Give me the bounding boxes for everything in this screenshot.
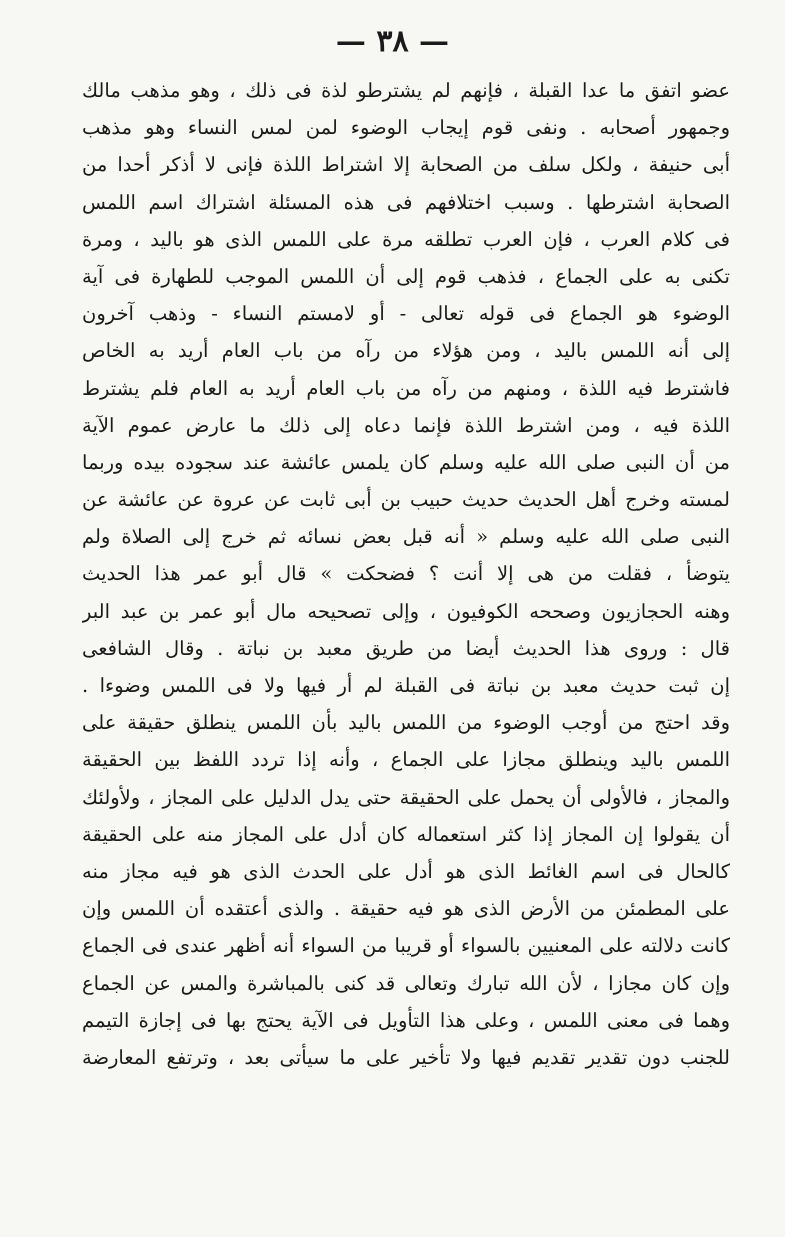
text-line: عضو اتفق ما عدا القبلة ، فإنهم لم يشترطو لذة فى ذلك ، وهو مذهب مالك bbox=[82, 79, 730, 102]
text-line: النبى صلى الله عليه وسلم « أنه قبل بعض نسائه ثم خرج إلى الصلاة ولم bbox=[82, 525, 730, 549]
text-line: وهما فى معنى اللمس ، وعلى هذا التأويل فى الآية يحتج بها فى إجازة التيمم bbox=[82, 1008, 730, 1032]
text-line: فاشترط فيه اللذة ، ومنهم من رآه من باب العام أريد به العام فلم يشترط bbox=[82, 376, 730, 400]
text-line: تكنى به على الجماع ، فذهب قوم إلى أن اللمس الموجب للطهارة فى آية bbox=[82, 264, 730, 288]
page-number: — ٣٨ — bbox=[335, 24, 450, 59]
text-line: اللمس باليد وينطلق مجازا على الجماع ، وأنه إذا تردد اللفظ بين الحقيقة bbox=[82, 748, 730, 772]
text-line: لمسته وخرج أهل الحديث حديث حبيب بن أبى ثابت عن عروة عن عائشة عن bbox=[82, 488, 730, 512]
text-line: الصحابة اشترطها . وسبب اختلافهم فى هذه المسئلة اشتراك اسم اللمس bbox=[82, 190, 730, 214]
text-line: يتوضأ ، فقلت من هى إلا أنت ؟ فضحكت » قال أبو عمر هذا الحديث bbox=[82, 562, 730, 586]
text-line: على المطمئن من الأرض الذى هو فيه حقيقة . والذى أعتقده أن اللمس وإن bbox=[82, 897, 730, 921]
text-line: وهنه الحجازيون وصححه الكوفيون ، وإلى تصحيحه مال أبو عمر بن عبد البر bbox=[82, 599, 730, 623]
text-line: وجمهور أصحابه . ونفى قوم إيجاب الوضوء لمن لمس النساء وهو مذهب bbox=[82, 116, 730, 140]
text-line: أبى حنيفة ، ولكل سلف من الصحابة إلا اشتراط اللذة فإنى لا أذكر أحدا من bbox=[82, 153, 730, 177]
text-line: إن ثبت حديث معبد بن نباتة فى القبلة لم أر فيها ولا فى اللمس وضوءا . bbox=[82, 674, 730, 697]
text-line: كانت دلالته على المعنيين بالسواء أو قريبا من السواء أنه أظهر عندى فى الجماع bbox=[82, 934, 730, 958]
text-line: إلى أنه اللمس باليد ، ومن هؤلاء من رآه من باب العام أريد به الخاص bbox=[82, 339, 730, 363]
text-line: فى كلام العرب ، فإن العرب تطلقه مرة على اللمس الذى هو باليد ، ومرة bbox=[82, 227, 730, 251]
text-line: الوضوء هو الجماع فى قوله تعالى - أو لامستم النساء - وذهب آخرون bbox=[82, 302, 730, 326]
text-line: أن يقولوا إن المجاز إذا كثر استعماله كان أدل على المجاز منه على الحقيقة bbox=[82, 822, 730, 846]
text-line: وقد احتج من أوجب الوضوء من اللمس باليد بأن اللمس ينطلق حقيقة على bbox=[82, 711, 730, 735]
text-line: والمجاز ، فالأولى أن يحمل على الحقيقة حتى يدل الدليل على المجاز ، ولأولئك bbox=[82, 785, 730, 809]
body-text bbox=[82, 72, 730, 1076]
text-line: اللذة فيه ، ومن اشترط اللذة فإنما دعاه إلى ذلك ما عارض عموم الآية bbox=[82, 413, 730, 437]
text-line: من أن النبى صلى الله عليه وسلم كان يلمس عائشة عند سجوده بيده وربما bbox=[82, 450, 730, 474]
text-line: وإن كان مجازا ، لأن الله تبارك وتعالى قد كنى بالمباشرة والمس عن الجماع bbox=[82, 971, 730, 995]
text-line: قال : وروى هذا الحديث أيضا من طريق معبد بن نباتة . وقال الشافعى bbox=[82, 636, 730, 660]
text-line: للجنب دون تقدير تقديم فيها ولا تأخير على ما سيأتى بعد ، وترتفع المعارضة bbox=[82, 1045, 730, 1069]
text-line: كالحال فى اسم الغائط الذى هو أدل على الحدث الذى هو فيه مجاز منه bbox=[82, 859, 730, 883]
